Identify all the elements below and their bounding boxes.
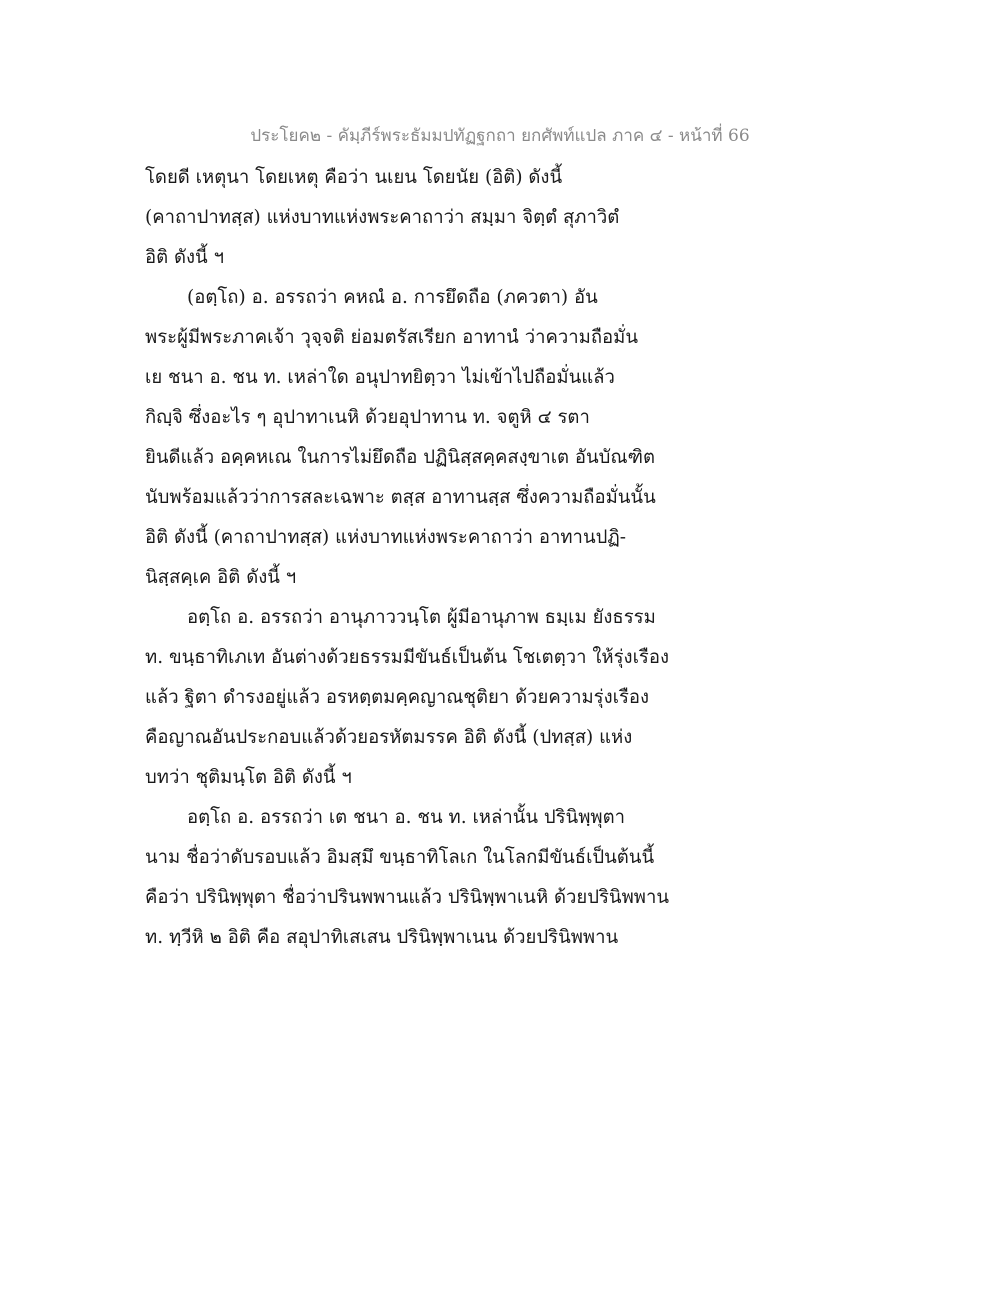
text-line: คือว่า ปรินิพฺพุตา ชื่อว่าปรินพพานแล้ว ปรินิพฺพาเนหิ ด้วยปรินิพพาน (145, 887, 670, 908)
document-body (145, 158, 785, 958)
text-line: อิติ ดังนี้ ฯ (145, 247, 224, 268)
text-line: (คาถาปาทสฺส) แห่งบาทแห่งพระคาถาว่า สมฺมา จิตฺตํ สุภาวิตํ (145, 207, 620, 228)
text-line: โดยดี เหตุนา โดยเหตุ คือว่า นเยน โดยนัย (อิติ) ดังนี้ (145, 167, 563, 188)
text-line: อิติ ดังนี้ (คาถาปาทสฺส) แห่งบาทแห่งพระคาถาว่า อาทานปฏิ- (145, 527, 627, 548)
page-header (0, 122, 1000, 149)
text-line: แล้ว ฐิตา ดำรงอยู่แล้ว อรหตฺตมคฺคญาณชุติยา ด้วยความรุ่งเรือง (145, 687, 650, 708)
paragraph-3 (145, 598, 785, 798)
paragraph-4 (145, 798, 785, 958)
paragraph-1 (145, 158, 785, 278)
text-line: นับพร้อมแล้วว่าการสละเฉพาะ ตสฺส อาทานสฺส ซึ่งความถือมั่นนั้น (145, 487, 656, 508)
text-line: ท. ทฺวีหิ ๒ อิติ คือ สอุปาทิเสเสน ปรินิพฺพาเนน ด้วยปรินิพพาน (145, 927, 619, 948)
running-header-text: ประโยค๒ - คัมฺภีร์พระธัมมปทัฏฐกถา ยกศัพท์แปล ภาค ๔ - หน้าที่ 66 (250, 126, 750, 146)
paragraph-2 (145, 278, 785, 598)
text-line: (อตฺโถ) อ. อรรถว่า คหณํ อ. การยึดถือ (ภควตา) อัน (187, 287, 598, 308)
text-line: นาม ชื่อว่าดับรอบแล้ว อิมสฺมึ ขนฺธาทิโลเก ในโลกมีขันธ์เป็นต้นนี้ (145, 847, 655, 868)
text-line: อตฺโถ อ. อรรถว่า เต ชนา อ. ชน ท. เหล่านั้น ปรินิพฺพุตา (187, 807, 625, 828)
text-line: ท. ขนฺธาทิเภเท อันต่างด้วยธรรมมีขันธ์เป็นต้น โชเตตฺวา ให้รุ่งเรือง (145, 647, 669, 668)
text-line: กิญฺจิ ซึ่งอะไร ๆ อุปาทาเนหิ ด้วยอุปาทาน ท. จตูหิ ๔ รตา (145, 407, 590, 428)
text-line: อตฺโถ อ. อรรถว่า อานุภาววนฺโต ผู้มีอานุภาพ ธมฺเม ยังธรรม (187, 607, 656, 628)
text-line: คือญาณอันประกอบแล้วด้วยอรหัตมรรค อิติ ดังนี้ (ปทสฺส) แห่ง (145, 727, 633, 748)
text-line: ยินดีแล้ว อคฺคหเณ ในการไม่ยึดถือ ปฏินิสฺสคฺคสงฺขาเต อันบัณฑิต (145, 447, 655, 468)
text-line: นิสฺสคฺเค อิติ ดังนี้ ฯ (145, 567, 297, 588)
text-line: เย ชนา อ. ชน ท. เหล่าใด อนุปาทยิตฺวา ไม่เข้าไปถือมั่นแล้ว (145, 367, 615, 388)
text-line: พระผู้มีพระภาคเจ้า วุจฺจติ ย่อมตรัสเรียก อาทานํ ว่าความถือมั่น (145, 327, 638, 348)
text-line: บทว่า ชุติมนฺโต อิติ ดังนี้ ฯ (145, 767, 352, 788)
